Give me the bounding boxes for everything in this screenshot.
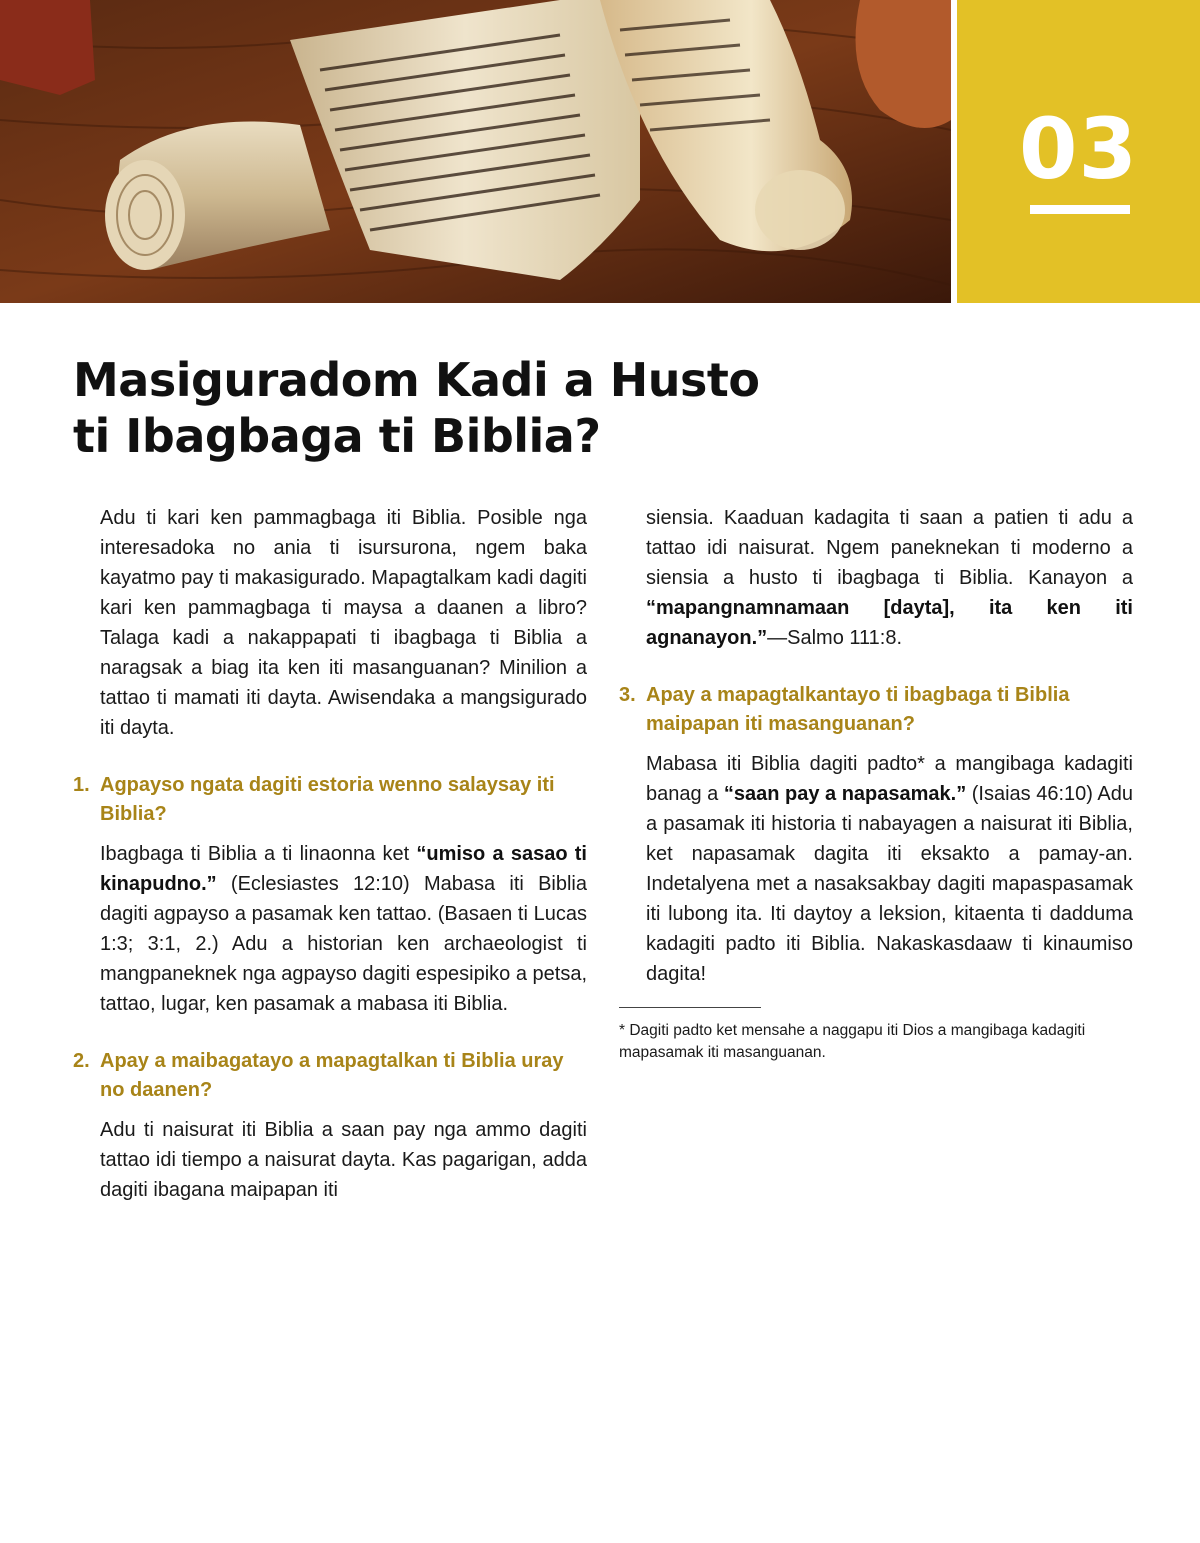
answer-text: Ibagbaga ti Biblia a ti linaonna ket — [100, 843, 417, 865]
answer-quote: “mapangnamnamaan [dayta], ita ken iti agnanayon.” — [646, 597, 1133, 649]
answer-text: siensia. Kaaduan kadagita ti saan a patien ti adu a tattao idi naisurat. Ngem paneknekan ti moderno a siensia a husto ti ibagbaga ti Biblia. Kanayon a — [646, 507, 1133, 589]
answer-text: (Isaias 46:10) Adu a pasamak iti historia ti nabayagen a naisurat iti Biblia, ket napasamak dagita iti eksakto a pamay-an. Indetalyena met a nasaksakbay dagiti mapaspasamak iti lubong ita. Iti daytoy a leksion, kitaenta ti dadduma kadagiti padto iti Biblia. Nakaskasdaaw ti kinaumiso dagita! — [646, 783, 1133, 985]
chapter-badge — [957, 0, 1200, 303]
right-column — [619, 503, 1133, 1064]
question-3-heading — [619, 681, 1133, 739]
answer-1-paragraph — [100, 839, 587, 1019]
answer-quote: “saan pay a napasamak.” — [723, 783, 967, 805]
chapter-number: 03 — [1019, 100, 1138, 198]
answer-text: Mabasa iti Biblia dagiti padto* a mangibaga kadagiti banag a — [646, 753, 1133, 805]
question-number: 2. — [73, 1050, 90, 1072]
question-1-heading — [73, 771, 587, 829]
footnote-divider — [619, 1007, 761, 1008]
answer-2-continued — [646, 503, 1133, 653]
scrolls-illustration — [0, 0, 951, 303]
question-text: Apay a mapagtalkantayo ti ibagbaga ti Biblia maipapan iti masanguanan? — [646, 684, 1070, 735]
answer-text: (Eclesiastes 12:10) Mabasa iti Biblia dagiti agpayso a pasamak ken tattao. (Basaen ti Lucas 1:3; 3:1, 2.) Adu a historian ken archaeologist ti mangpaneknek nga agpayso dagiti espesipiko a petsa, tattao, lugar, ken pasamak a mabasa iti Biblia. — [100, 873, 588, 1015]
intro-paragraph: Adu ti kari ken pammagbaga iti Biblia. Posible nga interesadoka no ania ti isursurona, ngem baka kayatmo pay ti makasigurado. Mapagtalkam kadi dagiti kari ken pammagbaga ti maysa a daanen a libro? Talaga kadi a nakappapati ti ibagbaga ti Biblia a naragsak a biag ita ken iti masanguanan? Minilion a tattao ti mamati iti dayta. Awisendaka a mangsigurado iti dayta. — [100, 507, 587, 739]
question-number: 1. — [73, 774, 90, 796]
header-image-scrolls — [0, 0, 951, 303]
answer-2-paragraph: Adu ti naisurat iti Biblia a saan pay nga ammo dagiti tattao idi tiempo a naisurat dayta. Kas pagarigan, adda dagiti ibagana maipapan iti — [100, 1119, 587, 1201]
question-text: Agpayso ngata dagiti estoria wenno salaysay iti Biblia? — [100, 774, 555, 825]
question-2-heading — [73, 1047, 587, 1105]
chapter-underline — [1030, 205, 1130, 214]
question-number: 3. — [619, 684, 636, 706]
title-line-1: Masiguradom Kadi a Husto — [73, 353, 760, 407]
answer-3-paragraph — [646, 749, 1133, 989]
answer-citation: —Salmo 111:8. — [767, 627, 903, 649]
left-column — [73, 503, 587, 1205]
question-text: Apay a maibagatayo a mapagtalkan ti Biblia uray no daanen? — [100, 1050, 564, 1101]
footnote: * Dagiti padto ket mensahe a naggapu iti Dios a mangibaga kadagiti mapasamak iti masanguanan. — [619, 1022, 1086, 1061]
page-title — [73, 352, 833, 464]
answer-quote: “umiso a sasao ti kinapudno.” — [100, 843, 587, 895]
title-line-2: ti Ibagbaga ti Biblia? — [73, 409, 601, 463]
